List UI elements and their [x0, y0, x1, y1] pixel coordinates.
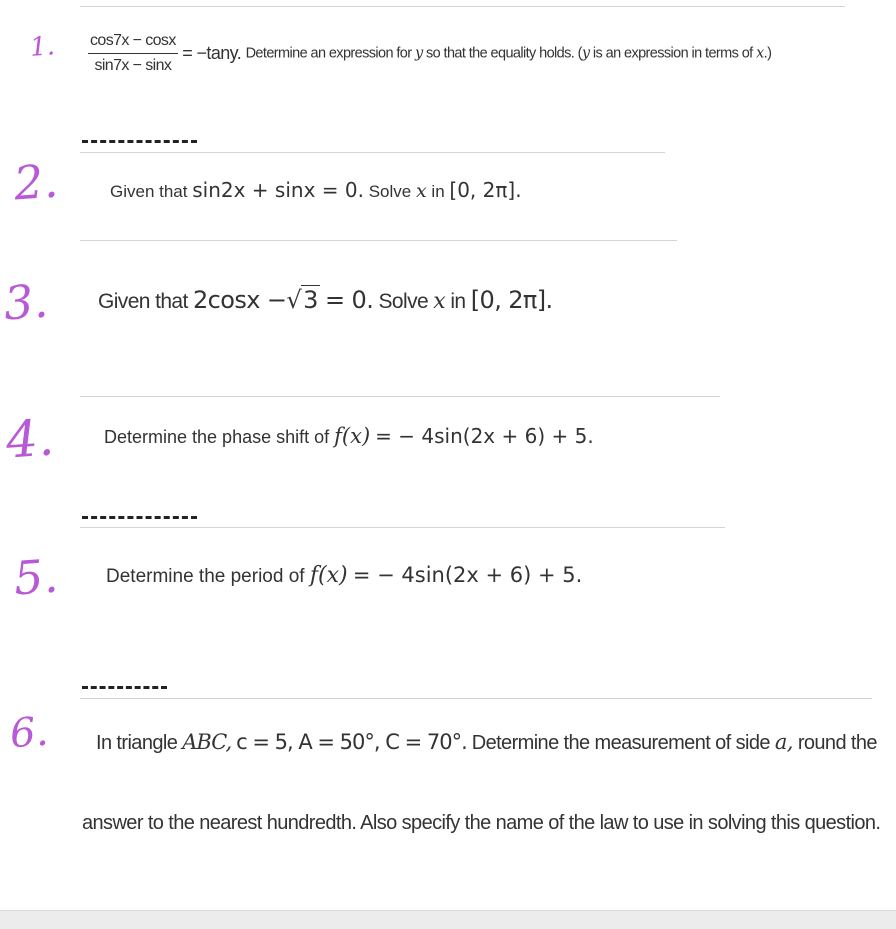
q6-text: Determine the measurement of side	[471, 732, 770, 754]
q6-lead: In triangle	[96, 732, 178, 754]
q1-text-c: is an expression in terms of	[592, 45, 753, 62]
q3-sqrt-value: 3	[303, 286, 318, 314]
q1-text	[246, 46, 772, 62]
question-5	[106, 563, 582, 588]
truncated-heading	[82, 516, 197, 522]
separator	[80, 6, 845, 7]
var-y: y	[414, 45, 423, 62]
separator	[80, 152, 665, 153]
var-x: x	[415, 180, 427, 202]
separator	[80, 396, 720, 397]
var-y: y	[581, 45, 590, 62]
var-x: x	[756, 45, 764, 62]
q1-text-d: .)	[763, 45, 772, 62]
rhs: = −tany.	[182, 43, 242, 63]
sqrt-symbol: √	[286, 286, 302, 314]
q2-lead: Given that	[110, 182, 188, 201]
q3-equation-b: = 0.	[325, 286, 374, 314]
q2-interval: [0, 2π].	[449, 178, 522, 202]
truncated-heading	[82, 686, 167, 692]
q3-equation-a: 2cosx −	[192, 286, 287, 314]
q2-solve: Solve	[368, 182, 412, 201]
q5-text: Determine the period of	[106, 566, 305, 587]
question-1	[88, 32, 771, 75]
fraction	[88, 32, 178, 75]
q5-expression: = − 4sin(2x + 6) + 5.	[352, 563, 583, 587]
question-4	[104, 424, 594, 448]
handwritten-number: 5.	[12, 548, 60, 606]
side-a: a,	[774, 730, 793, 754]
q3-solve: Solve	[378, 290, 429, 313]
page-footer-bar	[0, 910, 896, 929]
q1-text-b: so that the equality holds. (	[425, 45, 582, 62]
q3-lead: Given that	[98, 290, 188, 313]
q2-in: in	[431, 182, 445, 201]
truncated-heading	[82, 140, 197, 146]
q6-text2: round the	[797, 732, 877, 754]
separator	[80, 698, 872, 699]
handwritten-number: 1.	[28, 31, 56, 63]
q4-expression: = − 4sin(2x + 6) + 5.	[375, 424, 594, 448]
question-6-line-2: answer to the nearest hundredth. Also specify the name of the law to use in solving this question.	[82, 812, 881, 834]
question-6	[96, 730, 877, 755]
separator	[80, 240, 677, 241]
q3-in: in	[450, 290, 466, 313]
separator	[80, 527, 725, 528]
function-fx: f(x)	[334, 424, 371, 448]
numerator: cos7x − cosx	[88, 32, 178, 54]
q4-text: Determine the phase shift of	[104, 427, 330, 447]
handwritten-number: 3.	[2, 273, 50, 331]
q6-given: c = 5, A = 50°, C = 70°.	[236, 730, 467, 754]
handwritten-number: 6.	[8, 708, 50, 758]
triangle-name: ABC,	[182, 730, 232, 754]
q2-equation: sin2x + sinx = 0.	[192, 178, 364, 202]
q1-text-a: Determine an expression for	[245, 45, 412, 62]
denominator: sin7x − sinx	[94, 57, 172, 74]
question-2	[110, 178, 522, 202]
handwritten-number: 2.	[12, 153, 60, 211]
function-fx: f(x)	[309, 563, 348, 588]
question-3	[98, 286, 553, 314]
var-x: x	[433, 289, 446, 314]
handwritten-number: 4.	[4, 408, 56, 470]
q3-interval: [0, 2π].	[470, 286, 553, 314]
